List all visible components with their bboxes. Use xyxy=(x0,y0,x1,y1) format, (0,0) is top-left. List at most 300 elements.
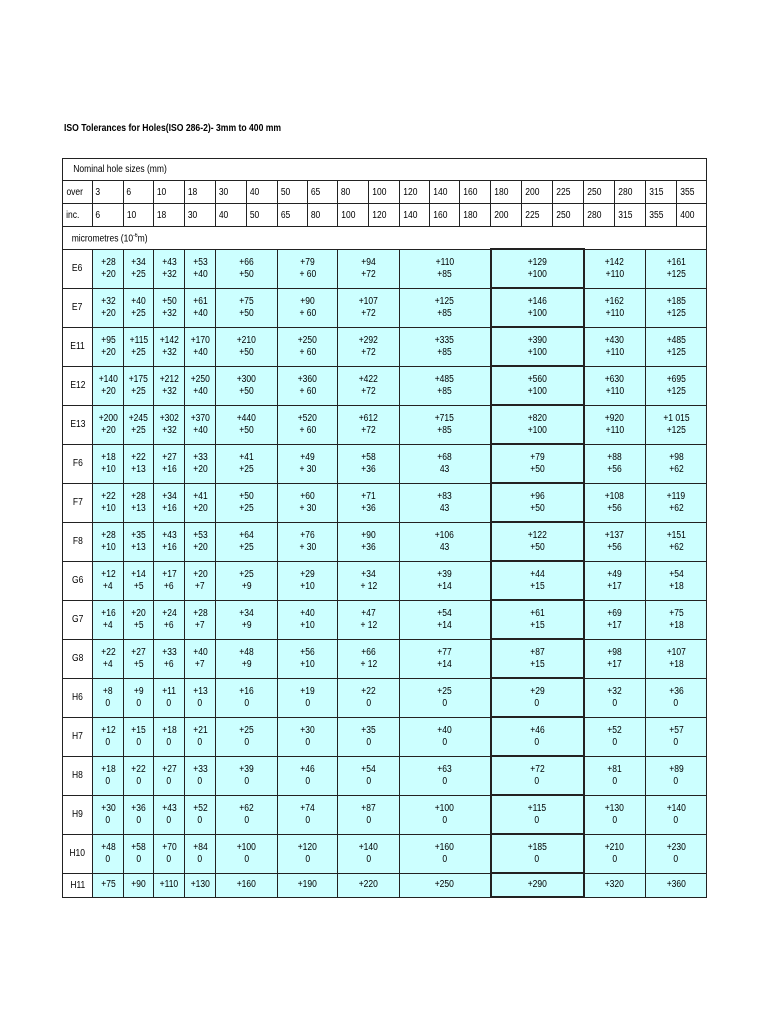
tolerance-cell xyxy=(646,600,707,639)
over-value: 280 xyxy=(615,181,646,204)
tolerance-cell xyxy=(216,873,278,897)
lower-deviation: 0 xyxy=(244,697,249,709)
lower-deviation: 0 xyxy=(534,736,540,748)
tolerance-cell xyxy=(400,717,491,756)
lower-deviation: + 12 xyxy=(360,580,377,592)
tolerance-cell xyxy=(93,678,124,717)
upper-deviation: +9 xyxy=(133,685,144,697)
lower-deviation: +20 xyxy=(192,502,208,514)
lower-deviation: +6 xyxy=(164,658,174,670)
tolerance-cell xyxy=(584,678,646,717)
lower-deviation: +25 xyxy=(131,268,146,280)
upper-deviation: +115 xyxy=(527,802,547,814)
tolerance-cell xyxy=(124,873,154,897)
tolerance-cell xyxy=(338,249,400,288)
lower-deviation: +25 xyxy=(131,424,146,436)
upper-deviation: +390 xyxy=(527,334,547,346)
lower-deviation: +50 xyxy=(529,541,545,553)
upper-deviation: +69 xyxy=(607,607,622,619)
upper-deviation: +335 xyxy=(435,334,455,346)
lower-deviation: 0 xyxy=(366,814,371,826)
lower-deviation: +40 xyxy=(192,424,208,436)
tolerance-cell xyxy=(278,678,338,717)
tolerance-cell xyxy=(278,834,338,873)
upper-deviation: +170 xyxy=(190,334,210,346)
tolerance-cell xyxy=(646,522,707,561)
upper-deviation: +106 xyxy=(435,529,455,541)
lower-deviation: 43 xyxy=(440,541,450,553)
upper-deviation: +72 xyxy=(529,763,545,775)
lower-deviation: +17 xyxy=(607,580,622,592)
upper-deviation: +47 xyxy=(361,607,376,619)
upper-deviation: +220 xyxy=(358,879,379,890)
tolerance-cell xyxy=(124,600,154,639)
tolerance-cell xyxy=(216,327,278,366)
tolerance-cell xyxy=(278,327,338,366)
tolerance-cell xyxy=(584,444,646,483)
upper-deviation: +107 xyxy=(358,295,379,307)
lower-deviation: +50 xyxy=(239,346,254,358)
tolerance-cell xyxy=(154,717,185,756)
upper-deviation: +18 xyxy=(100,451,116,463)
over-value: 315 xyxy=(646,181,677,204)
upper-deviation: +175 xyxy=(128,373,149,385)
tolerance-class: G7 xyxy=(63,600,93,639)
lower-deviation: +25 xyxy=(239,541,254,553)
tolerance-cell xyxy=(400,327,491,366)
upper-deviation: +190 xyxy=(297,879,318,890)
upper-deviation: +485 xyxy=(435,373,455,385)
over-value: 355 xyxy=(677,181,707,204)
upper-deviation: +100 xyxy=(435,802,455,814)
tolerance-cell xyxy=(584,366,646,405)
tolerance-row xyxy=(63,873,707,897)
tolerance-row xyxy=(63,288,707,327)
tolerance-cell xyxy=(338,561,400,600)
upper-deviation: +70 xyxy=(161,841,177,853)
lower-deviation: 0 xyxy=(442,697,448,709)
lower-deviation: 0 xyxy=(166,814,172,826)
lower-deviation: 0 xyxy=(612,853,618,865)
tolerance-row xyxy=(63,249,707,288)
tolerance-cell xyxy=(154,756,185,795)
upper-deviation: +142 xyxy=(605,256,625,268)
lower-deviation: 0 xyxy=(197,697,203,709)
upper-deviation: +20 xyxy=(131,607,146,619)
tolerance-cell xyxy=(646,678,707,717)
upper-deviation: +43 xyxy=(161,529,177,541)
upper-deviation: +46 xyxy=(529,724,545,736)
tolerance-cell xyxy=(400,873,491,897)
inc-value: 250 xyxy=(553,204,584,227)
inc-value: 6 xyxy=(93,204,124,227)
lower-deviation: +125 xyxy=(666,385,686,397)
lower-deviation: 0 xyxy=(305,775,310,787)
upper-deviation: +66 xyxy=(361,646,376,658)
upper-deviation: +54 xyxy=(437,607,452,619)
lower-deviation: 0 xyxy=(197,814,203,826)
tolerance-cell xyxy=(646,444,707,483)
lower-deviation: +50 xyxy=(529,463,545,475)
tolerance-cell xyxy=(491,756,584,795)
upper-deviation: +34 xyxy=(239,607,254,619)
lower-deviation: +50 xyxy=(239,307,254,319)
upper-deviation: +54 xyxy=(361,763,376,775)
tolerance-cell xyxy=(584,717,646,756)
lower-deviation: +5 xyxy=(133,580,144,592)
over-value: 100 xyxy=(369,181,400,204)
tolerance-class: F6 xyxy=(63,444,93,483)
lower-deviation: +16 xyxy=(161,541,177,553)
lower-deviation: 0 xyxy=(305,736,310,748)
tolerance-class: E12 xyxy=(63,366,93,405)
tolerance-cell xyxy=(400,678,491,717)
lower-deviation: +20 xyxy=(100,385,116,397)
over-value: 225 xyxy=(553,181,584,204)
tolerance-cell xyxy=(124,483,154,522)
lower-deviation: + 60 xyxy=(299,385,316,397)
upper-deviation: +17 xyxy=(161,568,177,580)
lower-deviation: 0 xyxy=(366,853,371,865)
tolerance-cell xyxy=(154,327,185,366)
upper-deviation: +100 xyxy=(236,841,257,853)
tolerance-cell xyxy=(154,834,185,873)
upper-deviation: +250 xyxy=(190,373,210,385)
lower-deviation: 0 xyxy=(105,853,111,865)
lower-deviation: 0 xyxy=(612,736,618,748)
upper-deviation: +302 xyxy=(159,412,179,424)
lower-deviation: +7 xyxy=(195,619,205,631)
tolerance-row xyxy=(63,600,707,639)
tolerance-cell xyxy=(338,483,400,522)
upper-deviation: +52 xyxy=(192,802,208,814)
upper-deviation: +185 xyxy=(666,295,686,307)
upper-deviation: +63 xyxy=(437,763,452,775)
upper-deviation: +50 xyxy=(161,295,177,307)
upper-deviation: +75 xyxy=(100,879,116,890)
lower-deviation: +9 xyxy=(241,580,252,592)
tolerance-cell xyxy=(400,249,491,288)
tolerance-cell xyxy=(338,795,400,834)
tolerance-cell xyxy=(124,717,154,756)
tolerance-table xyxy=(62,158,707,898)
inc-value: 80 xyxy=(308,204,338,227)
upper-deviation: +54 xyxy=(668,568,684,580)
tolerance-cell xyxy=(124,795,154,834)
upper-deviation: +612 xyxy=(358,412,379,424)
lower-deviation: +20 xyxy=(100,268,116,280)
tolerance-cell xyxy=(185,717,216,756)
upper-deviation: +61 xyxy=(192,295,208,307)
tolerance-cell xyxy=(124,366,154,405)
tolerance-class: F8 xyxy=(63,522,93,561)
upper-deviation: +57 xyxy=(668,724,684,736)
tolerance-cell xyxy=(278,561,338,600)
tolerance-cell xyxy=(491,327,584,366)
lower-deviation: +50 xyxy=(239,385,254,397)
lower-deviation: +62 xyxy=(668,502,684,514)
upper-deviation: +129 xyxy=(527,256,547,268)
upper-deviation: +58 xyxy=(131,841,146,853)
tolerance-row xyxy=(63,834,707,873)
lower-deviation: +32 xyxy=(161,268,177,280)
tolerance-cell xyxy=(584,522,646,561)
tolerance-cell xyxy=(185,483,216,522)
tolerance-cell xyxy=(278,366,338,405)
upper-deviation: +162 xyxy=(605,295,625,307)
lower-deviation: +9 xyxy=(241,658,252,670)
inc-value: 180 xyxy=(460,204,491,227)
upper-deviation: +34 xyxy=(131,256,146,268)
tolerance-cell xyxy=(216,795,278,834)
inc-value: 140 xyxy=(400,204,430,227)
upper-deviation: +75 xyxy=(668,607,684,619)
tolerance-cell xyxy=(278,600,338,639)
tolerance-class: H9 xyxy=(63,795,93,834)
tolerance-cell xyxy=(278,444,338,483)
upper-deviation: +77 xyxy=(437,646,452,658)
over-value: 250 xyxy=(584,181,615,204)
lower-deviation: 0 xyxy=(197,853,203,865)
lower-deviation: 0 xyxy=(612,775,618,787)
upper-deviation: +71 xyxy=(361,490,376,502)
lower-deviation: 0 xyxy=(136,775,141,787)
tolerance-row xyxy=(63,327,707,366)
lower-deviation: +50 xyxy=(529,502,545,514)
tolerance-cell xyxy=(154,483,185,522)
lower-deviation: +6 xyxy=(164,619,174,631)
upper-deviation: +25 xyxy=(239,568,254,580)
upper-deviation: +250 xyxy=(435,879,455,890)
upper-deviation: +160 xyxy=(435,841,455,853)
tolerance-cell xyxy=(124,756,154,795)
tolerance-cell xyxy=(400,366,491,405)
lower-deviation: 0 xyxy=(305,814,310,826)
upper-deviation: +160 xyxy=(236,879,257,890)
lower-deviation: 0 xyxy=(305,697,310,709)
lower-deviation: +25 xyxy=(131,346,146,358)
tolerance-cell xyxy=(338,678,400,717)
lower-deviation: +50 xyxy=(239,424,254,436)
upper-deviation: +40 xyxy=(192,646,208,658)
tolerance-cell xyxy=(646,405,707,444)
lower-deviation: + 30 xyxy=(299,463,316,475)
upper-deviation: +74 xyxy=(300,802,315,814)
tolerance-cell xyxy=(185,522,216,561)
tolerance-cell xyxy=(216,717,278,756)
inc-value: 225 xyxy=(522,204,553,227)
tolerance-cell xyxy=(338,327,400,366)
tolerance-row xyxy=(63,561,707,600)
lower-deviation: +4 xyxy=(103,580,113,592)
tolerance-cell xyxy=(185,249,216,288)
lower-deviation: 0 xyxy=(197,775,203,787)
lower-deviation: + 60 xyxy=(299,268,316,280)
upper-deviation: +89 xyxy=(668,763,684,775)
lower-deviation: +72 xyxy=(361,385,376,397)
upper-deviation: +36 xyxy=(668,685,684,697)
tolerance-cell xyxy=(124,639,154,678)
upper-deviation: +360 xyxy=(297,373,318,385)
upper-deviation: +52 xyxy=(607,724,622,736)
lower-deviation: +18 xyxy=(668,658,684,670)
tolerance-cell xyxy=(400,288,491,327)
tolerance-cell xyxy=(185,678,216,717)
upper-deviation: +25 xyxy=(239,724,254,736)
upper-deviation: +29 xyxy=(300,568,315,580)
lower-deviation: +10 xyxy=(100,502,116,514)
upper-deviation: +151 xyxy=(666,529,686,541)
lower-deviation: + 30 xyxy=(299,502,316,514)
upper-deviation: +53 xyxy=(192,256,208,268)
lower-deviation: +10 xyxy=(100,463,116,475)
tolerance-cell xyxy=(216,405,278,444)
lower-deviation: +56 xyxy=(607,541,622,553)
lower-deviation: +14 xyxy=(437,580,452,592)
tolerance-cell xyxy=(216,639,278,678)
upper-deviation: +46 xyxy=(300,763,315,775)
upper-deviation: +79 xyxy=(529,451,545,463)
upper-deviation: +98 xyxy=(668,451,684,463)
tolerance-cell xyxy=(338,717,400,756)
tolerance-class: F7 xyxy=(63,483,93,522)
upper-deviation: +96 xyxy=(529,490,545,502)
lower-deviation: 0 xyxy=(442,814,448,826)
lower-deviation: +25 xyxy=(131,307,146,319)
tolerance-cell xyxy=(216,678,278,717)
inc-value: 100 xyxy=(338,204,369,227)
upper-deviation: +33 xyxy=(192,763,208,775)
tolerance-cell xyxy=(646,756,707,795)
upper-deviation: +50 xyxy=(239,490,254,502)
lower-deviation: 0 xyxy=(166,697,172,709)
tolerance-cell xyxy=(154,639,185,678)
over-value: 65 xyxy=(308,181,338,204)
upper-deviation: +22 xyxy=(131,451,146,463)
tolerance-cell xyxy=(124,522,154,561)
tolerance-cell xyxy=(584,561,646,600)
lower-deviation: +62 xyxy=(668,541,684,553)
lower-deviation: +85 xyxy=(437,268,452,280)
upper-deviation: +35 xyxy=(131,529,146,541)
tolerance-cell xyxy=(185,600,216,639)
upper-deviation: +125 xyxy=(435,295,455,307)
tolerance-cell xyxy=(124,561,154,600)
lower-deviation: +13 xyxy=(131,541,146,553)
upper-deviation: +25 xyxy=(437,685,452,697)
tolerance-cell xyxy=(338,366,400,405)
upper-deviation: +83 xyxy=(437,490,452,502)
tolerance-row xyxy=(63,795,707,834)
nominal-header-row xyxy=(63,159,707,181)
tolerance-cell xyxy=(216,444,278,483)
tolerance-cell xyxy=(646,873,707,897)
upper-deviation: +88 xyxy=(607,451,622,463)
tolerance-cell xyxy=(584,639,646,678)
lower-deviation: +13 xyxy=(131,463,146,475)
upper-deviation: +920 xyxy=(605,412,625,424)
upper-deviation: +18 xyxy=(161,724,177,736)
tolerance-class: E7 xyxy=(63,288,93,327)
upper-deviation: +630 xyxy=(605,373,625,385)
tolerance-cell xyxy=(584,288,646,327)
lower-deviation: +40 xyxy=(192,268,208,280)
lower-deviation: +100 xyxy=(527,424,547,436)
upper-deviation: +81 xyxy=(607,763,622,775)
lower-deviation: 0 xyxy=(105,697,111,709)
upper-deviation: +130 xyxy=(605,802,625,814)
upper-deviation: +49 xyxy=(607,568,622,580)
lower-deviation: +72 xyxy=(361,268,376,280)
upper-deviation: +560 xyxy=(527,373,547,385)
tolerance-class: H11 xyxy=(63,873,93,897)
upper-deviation: +40 xyxy=(131,295,146,307)
tolerance-cell xyxy=(338,444,400,483)
lower-deviation: +17 xyxy=(607,619,622,631)
lower-deviation: +4 xyxy=(103,619,113,631)
lower-deviation: +20 xyxy=(192,463,208,475)
lower-deviation: +5 xyxy=(133,658,144,670)
inc-value: 315 xyxy=(615,204,646,227)
upper-deviation: +49 xyxy=(300,451,315,463)
over-value: 50 xyxy=(278,181,308,204)
tolerance-cell xyxy=(278,522,338,561)
lower-deviation: + 30 xyxy=(299,541,316,553)
lower-deviation: +40 xyxy=(192,346,208,358)
tolerance-cell xyxy=(185,366,216,405)
upper-deviation: +56 xyxy=(300,646,315,658)
upper-deviation: +53 xyxy=(192,529,208,541)
lower-deviation: +14 xyxy=(437,619,452,631)
upper-deviation: +33 xyxy=(161,646,177,658)
upper-deviation: +90 xyxy=(300,295,315,307)
lower-deviation: +125 xyxy=(666,346,686,358)
tolerance-cell xyxy=(93,834,124,873)
lower-deviation: 0 xyxy=(534,814,540,826)
upper-deviation: +210 xyxy=(605,841,625,853)
lower-deviation: +17 xyxy=(607,658,622,670)
over-value: 120 xyxy=(400,181,430,204)
over-value: 30 xyxy=(216,181,247,204)
tolerance-cell xyxy=(491,795,584,834)
upper-deviation: +16 xyxy=(100,607,116,619)
upper-deviation: +21 xyxy=(192,724,208,736)
upper-deviation: +30 xyxy=(100,802,116,814)
tolerance-cell xyxy=(400,834,491,873)
upper-deviation: +13 xyxy=(192,685,208,697)
tolerance-cell xyxy=(124,288,154,327)
tolerance-cell xyxy=(400,639,491,678)
tolerance-cell xyxy=(400,483,491,522)
tolerance-class: G6 xyxy=(63,561,93,600)
lower-deviation: + 12 xyxy=(360,619,377,631)
lower-deviation: +40 xyxy=(192,385,208,397)
tolerance-cell xyxy=(185,288,216,327)
tolerance-cell xyxy=(584,795,646,834)
lower-deviation: 0 xyxy=(534,697,540,709)
lower-deviation: 0 xyxy=(136,853,141,865)
upper-deviation: +30 xyxy=(300,724,315,736)
tolerance-cell xyxy=(491,405,584,444)
lower-deviation: +100 xyxy=(527,268,547,280)
tolerance-cell xyxy=(93,522,124,561)
tolerance-cell xyxy=(185,405,216,444)
lower-deviation: 0 xyxy=(366,775,371,787)
tolerance-cell xyxy=(646,561,707,600)
tolerance-cell xyxy=(491,600,584,639)
upper-deviation: +33 xyxy=(192,451,208,463)
lower-deviation: 43 xyxy=(440,502,450,514)
